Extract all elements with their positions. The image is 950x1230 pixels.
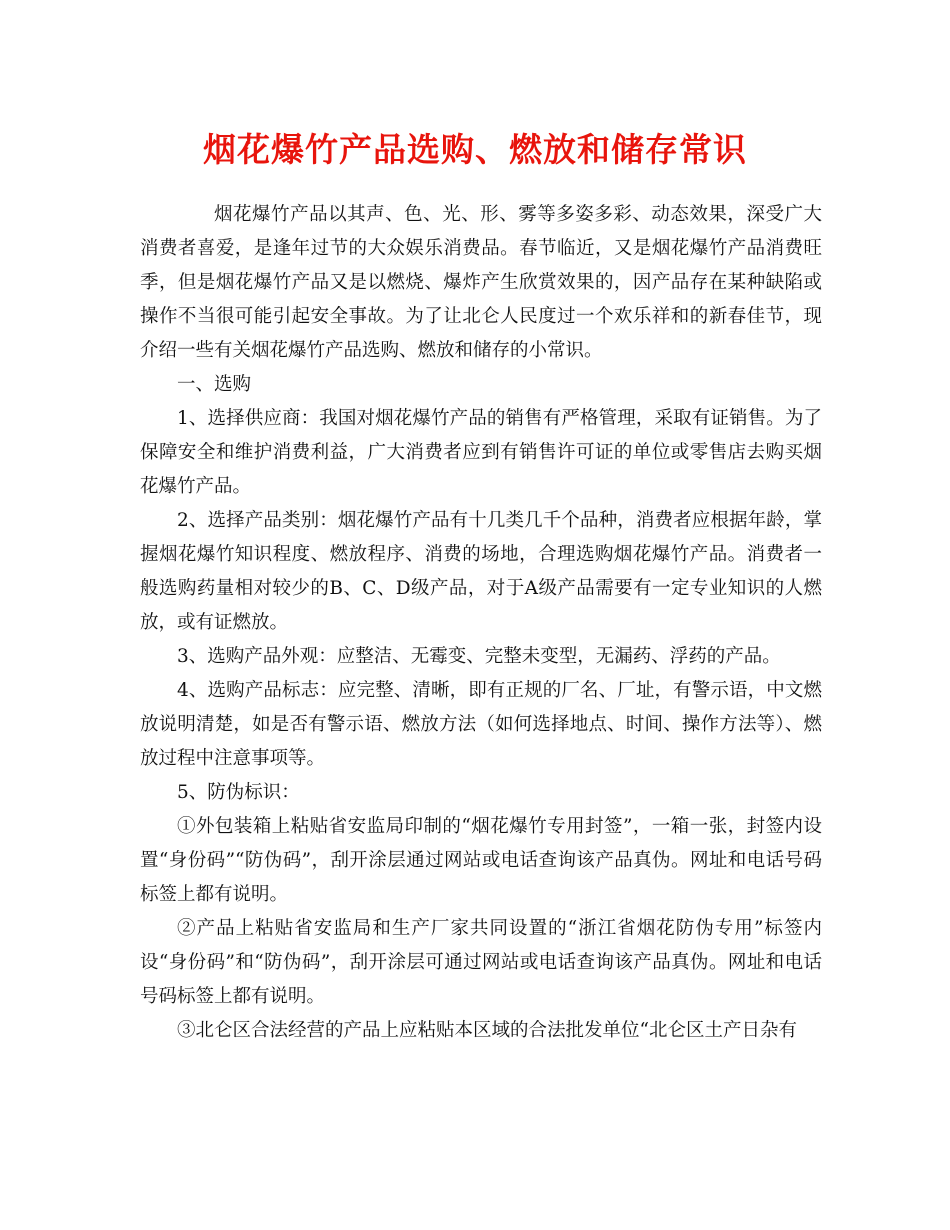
document-body	[140, 198, 822, 1048]
paragraph-item-2: 2、选择产品类别：烟花爆竹产品有十几类几千个品种，消费者应根据年龄，掌握烟花爆竹知识程度、燃放程序、消费的场地，合理选购烟花爆竹产品。消费者一般选购药量相对较少的B、C、D级产品，对于A级产品需要有一定专业知识的人燃放，或有证燃放。	[140, 510, 822, 633]
paragraph-item-4: 4、选购产品标志：应完整、清晰，即有正规的厂名、厂址，有警示语，中文燃放说明清楚，如是否有警示语、燃放方法（如何选择地点、时间、操作方法等）、燃放过程中注意事项等。	[140, 680, 822, 769]
paragraph-sub-2: ②产品上粘贴省安监局和生产厂家共同设置的“浙江省烟花防伪专用”标签内设“身份码”和“防伪码”，刮开涂层可通过网站或电话查询该产品真伪。网址和电话号码标签上都有说明。	[140, 918, 822, 1007]
paragraph-item-5: 5、防伪标识：	[177, 782, 300, 803]
paragraph-sub-3: ③北仑区合法经营的产品上应粘贴本区域的合法批发单位“北仑区土产日杂有	[177, 1020, 797, 1041]
paragraph-sub-1: ①外包装箱上粘贴省安监局印制的“烟花爆竹专用封签”，一箱一张，封签内设置“身份码”“防伪码”，刮开涂层通过网站或电话查询该产品真伪。网址和电话号码标签上都有说明。	[140, 816, 822, 905]
paragraph-item-1: 1、选择供应商：我国对烟花爆竹产品的销售有严格管理，采取有证销售。为了保障安全和维护消费利益，广大消费者应到有销售许可证的单位或零售店去购买烟花爆竹产品。	[140, 408, 822, 497]
document-title: 烟花爆竹产品选购、燃放和储存常识	[203, 130, 747, 169]
paragraph-item-3: 3、选购产品外观：应整洁、无霉变、完整未变型，无漏药、浮药的产品。	[177, 646, 781, 667]
section-heading-purchase: 一、选购	[177, 374, 252, 395]
intro-paragraph: 烟花爆竹产品以其声、色、光、形、雾等多姿多彩、动态效果，深受广大消费者喜爱，是逢年过节的大众娱乐消费品。春节临近，又是烟花爆竹产品消费旺季，但是烟花爆竹产品又是以燃烧、爆炸产生欣赏效果的，因产品存在某种缺陷或操作不当很可能引起安全事故。为了让北仑人民度过一个欢乐祥和的新春佳节，现介绍一些有关烟花爆竹产品选购、燃放和储存的小常识。	[140, 204, 822, 361]
